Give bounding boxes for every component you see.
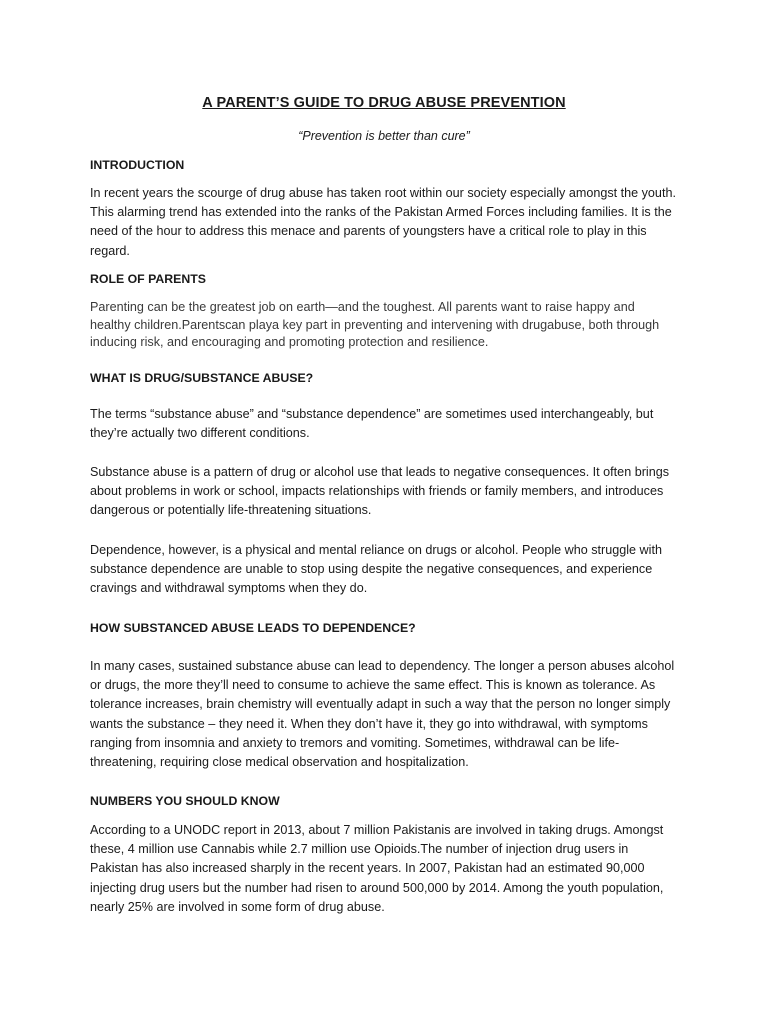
section-heading-role-of-parents: ROLE OF PARENTS [90, 272, 206, 286]
section-heading-abuse-to-dependence: HOW SUBSTANCED ABUSE LEADS TO DEPENDENCE? [90, 621, 416, 635]
abuse-to-dependence-paragraph: In many cases, sustained substance abuse can lead to dependency. The longer a person abuses alcohol or drugs, the more they’ll need to consume to achieve the same effect. This is known as tolerance. As tolerance increases, brain chemistry will eventually adapt in such a way that the person no longer simply wants the substance – they need it. When they don’t have it, they go into withdrawal, with symptoms ranging from insomnia and anxiety to tremors and vomiting. Sometimes, withdrawal can be life-threatening, requiring close medical observation and hospitalization. [90, 659, 675, 770]
substance-abuse-paragraph: Substance abuse is a pattern of drug or alcohol use that leads to negative consequences. It often brings about problems in work or school, impacts relationships with friends or family members, and introduces dangerous or potentially life-threatening situations. [90, 465, 669, 518]
role-of-parents-paragraph: Parenting can be the greatest job on earth—and the toughest. All parents want to raise happy and healthy children.Parentscan playa key part in preventing and intervening with drugabuse, both through inducing risk, and encouraging and promoting protection and resilience. [90, 300, 660, 350]
section-heading-introduction: INTRODUCTION [90, 158, 185, 172]
terms-paragraph: The terms “substance abuse” and “substance dependence” are sometimes used interchangeably, but they’re actually two different conditions. [90, 407, 654, 441]
dependence-paragraph: Dependence, however, is a physical and mental reliance on drugs or alcohol. People who struggle with substance dependence are unable to stop using despite the negative consequences, and experience cravings and withdrawal symptoms when they do. [90, 543, 662, 596]
introduction-paragraph: In recent years the scourge of drug abuse has taken root within our society especially amongst the youth. This alarming trend has extended into the ranks of the Pakistan Armed Forces including families. It is the need of the hour to address this menace and parents of youngsters have a critical role to play in this regard. [90, 186, 676, 258]
document-title: A PARENT’S GUIDE TO DRUG ABUSE PREVENTION [202, 95, 566, 111]
section-heading-numbers: NUMBERS YOU SHOULD KNOW [90, 794, 280, 808]
document-subtitle: “Prevention is better than cure” [298, 129, 470, 143]
numbers-paragraph: According to a UNODC report in 2013, about 7 million Pakistanis are involved in taking drugs. Amongst these, 4 million use Cannabis while 2.7 million use Opioids.The number of injection drug users in Pakistan has also increased sharply in the recent years. In 2007, Pakistan had an estimated 90,000 injecting drug users but the number had risen to around 500,000 by 2014. Among the youth population, nearly 25% are involved in some form of drug abuse. [90, 823, 664, 914]
section-heading-what-is-substance-abuse: WHAT IS DRUG/SUBSTANCE ABUSE? [90, 371, 314, 385]
